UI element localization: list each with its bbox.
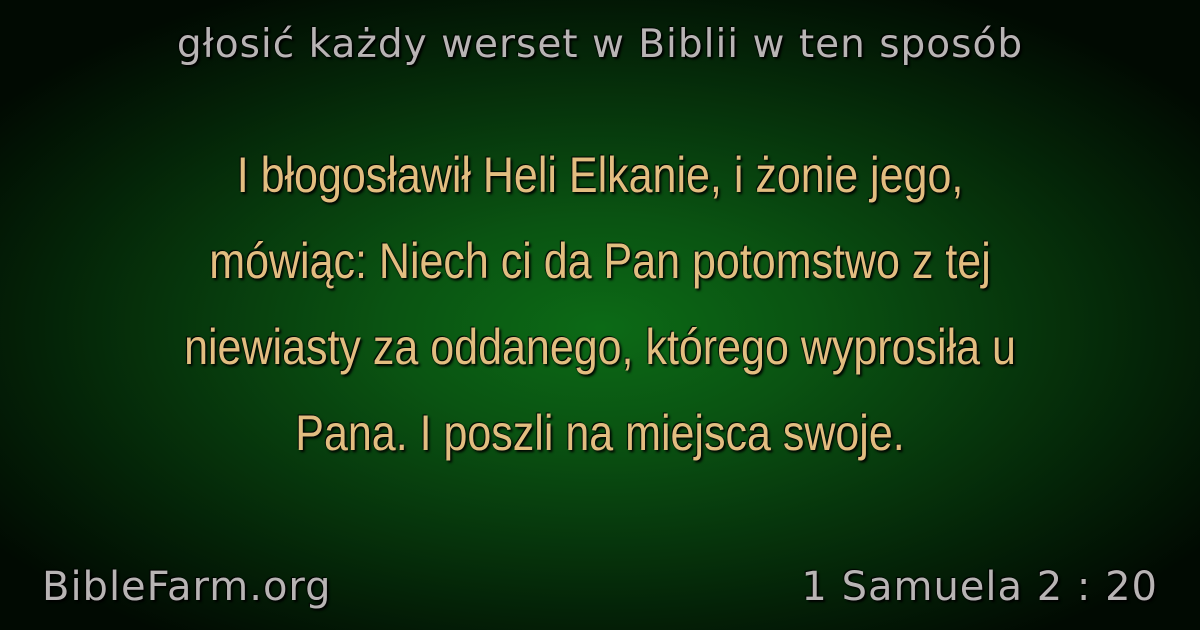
site-name: BibleFarm.org	[42, 564, 332, 610]
verse-line: I błogosławił Heli Elkanie, i żonie jego,	[236, 147, 964, 203]
tagline: głosić każdy werset w Biblii w ten sposób	[176, 22, 1024, 67]
verse-reference: 1 Samuela 2 : 20	[801, 564, 1158, 610]
verse-line: Pana. I poszli na miejsca swoje.	[295, 405, 905, 461]
verse-line: niewiasty za oddanego, którego wyprosiła u	[184, 319, 1016, 375]
verse-line: mówiąc: Niech ci da Pan potomstwo z tej	[209, 233, 991, 289]
verse-text	[118, 132, 1081, 476]
